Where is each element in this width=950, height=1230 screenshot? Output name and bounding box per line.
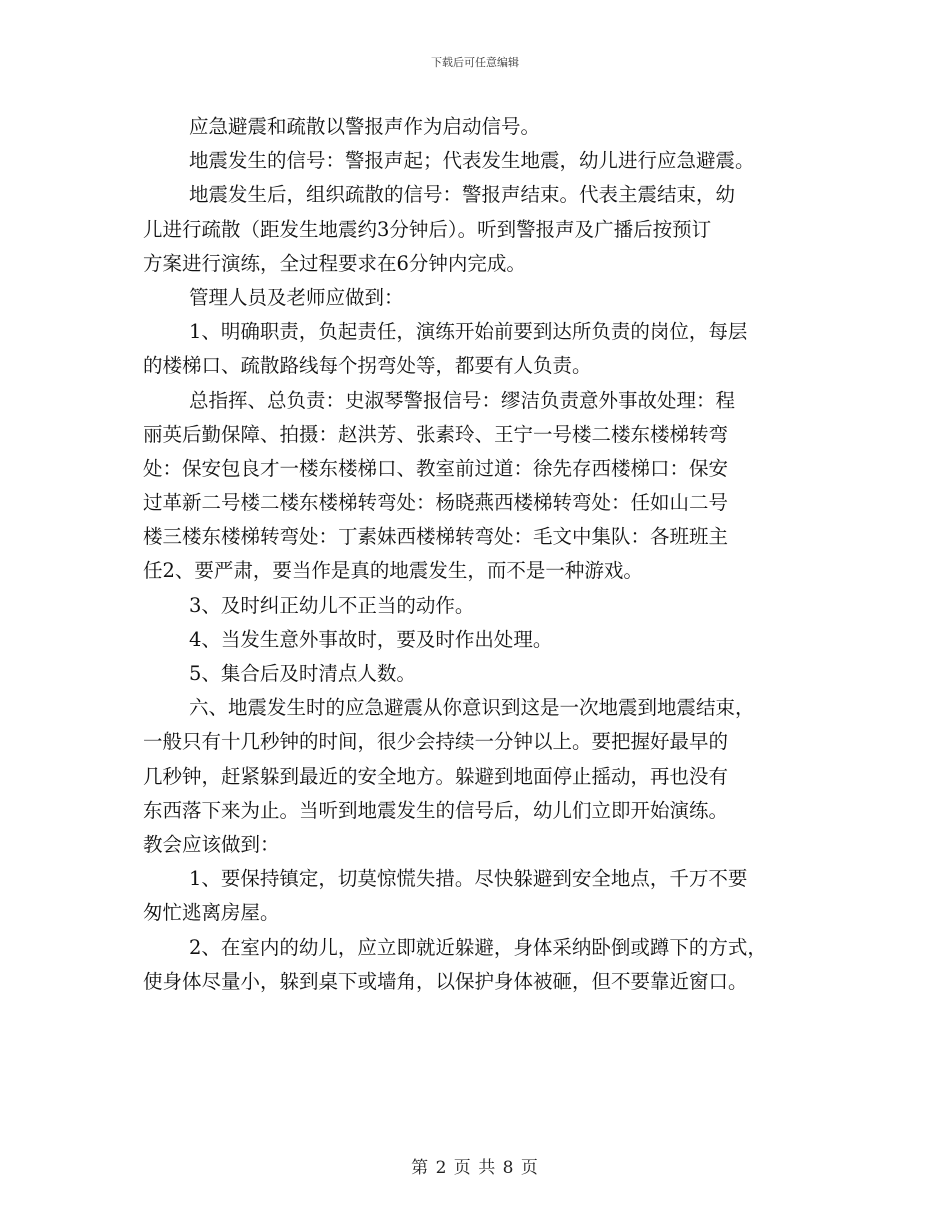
text-line: 应急避震和疏散以警报声作为启动信号。 — [189, 115, 541, 138]
text-line: 的楼梯口、疏散路线每个拐弯处等，都要有人负责。 — [143, 354, 592, 378]
text-line: 处：保安包良才一楼东楼梯口、教室前过道：徐先存西楼梯口：保安 — [143, 456, 729, 480]
text-line: 六、地震发生时的应急避震从你意识到这是一次地震到地震结束， — [189, 696, 755, 720]
text-line: 管理人员及老师应做到： — [189, 285, 404, 309]
text-line: 丽英后勤保障、拍摄：赵洪芳、张素玲、王宁一号楼二楼东楼梯转弯 — [143, 422, 729, 446]
text-line: 地震发生的信号：警报声起；代表发生地震，幼儿进行应急避震。 — [189, 149, 755, 173]
text-line: 楼三楼东楼梯转弯处：丁素妹西楼梯转弯处：毛文中集队：各班班主 — [143, 525, 729, 549]
document-body — [143, 110, 813, 999]
text-line: 一般只有十几秒钟的时间，很少会持续一分钟以上。要把握好最早的 — [143, 730, 729, 754]
text-line: 过革新二号楼二楼东楼梯转弯处：杨晓燕西楼梯转弯处：任如山二号 — [143, 491, 729, 515]
text-line: 匆忙逃离房屋。 — [143, 901, 280, 925]
text-line: 1、要保持镇定，切莫惊慌失措。尽快躲避到安全地点，千万不要 — [189, 867, 748, 891]
text-line: 5、集合后及时清点人数。 — [189, 662, 416, 685]
text-line: 东西落下来为止。当听到地震发生的信号后，幼儿们立即开始演练。 — [143, 798, 729, 822]
text-line: 2、在室内的幼儿，应立即就近躲避，身体采纳卧倒或蹲下的方式， — [189, 935, 767, 959]
text-line: 教会应该做到： — [143, 832, 280, 856]
text-line: 3、及时纠正幼儿不正当的动作。 — [189, 593, 475, 617]
text-line: 几秒钟，赶紧躲到最近的安全地方。躲避到地面停止摇动，再也没有 — [143, 764, 729, 788]
text-line: 1、明确职责，负起责任，演练开始前要到达所负责的岗位，每层 — [189, 320, 748, 344]
text-line: 儿进行疏散（距发生地震约3分钟后）。听到警报声及广播后按预订 — [143, 217, 712, 241]
text-line: 总指挥、总负责：史淑琴警报信号：缪洁负责意外事故处理：程 — [189, 388, 736, 412]
page-header: 下载后可任意编辑 — [431, 56, 519, 69]
page-footer: 第 2 页 共 8 页 — [411, 1158, 539, 1178]
text-line: 方案进行演练，全过程要求在6分钟内完成。 — [143, 251, 526, 275]
text-line: 任2、要严肃，要当作是真的地震发生，而不是一种游戏。 — [143, 559, 643, 583]
text-line: 使身体尽量小，躲到桌下或墙角，以保护身体被砸，但不要靠近窗口。 — [143, 969, 748, 993]
text-line: 地震发生后，组织疏散的信号：警报声结束。代表主震结束，幼 — [189, 183, 736, 207]
text-line: 4、当发生意外事故时，要及时作出处理。 — [189, 627, 553, 651]
